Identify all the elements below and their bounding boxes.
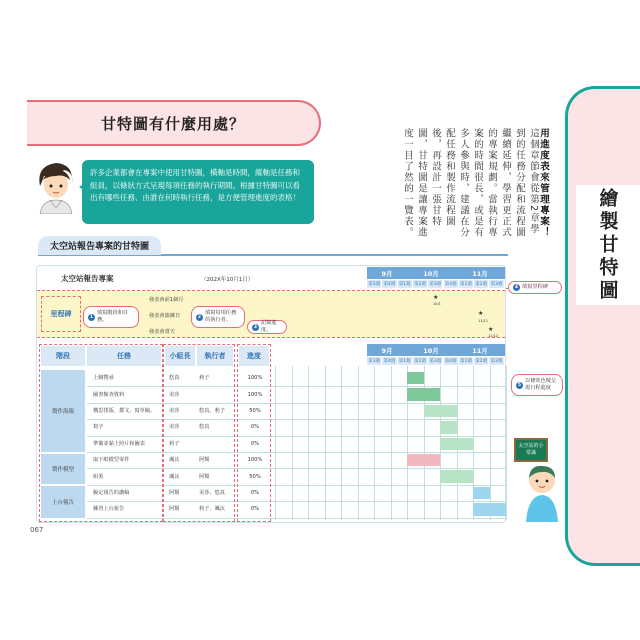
milestone-date: 11/11 <box>478 319 489 323</box>
column-heading: 用進度表來管理專案！ <box>538 128 549 238</box>
assignee-box <box>163 344 235 522</box>
progress-box <box>237 344 271 522</box>
milestone-date: 10/1 <box>433 302 441 306</box>
doer-cell: 悠真 <box>199 424 210 431</box>
gantt-bar <box>473 503 506 515</box>
month-header: 9月 <box>367 267 407 279</box>
leader-cell: 颯汰 <box>169 457 180 464</box>
gantt-bar <box>440 470 473 482</box>
progress-cell: 100% <box>247 391 263 398</box>
phase-cell: 製作模型 <box>41 454 85 484</box>
grid-line <box>275 366 276 520</box>
grid-line <box>341 366 342 520</box>
leader-cell: 阿類 <box>169 489 180 496</box>
speech-bubble: 許多企業都會在專案中使用甘特圖，橫軸是時間，縱軸是任務和組員，以條狀方式呈現每項任務的執行期間。根據甘特圖可以看出有哪些任務、由誰在何時執行任務，是方便管理進度的表格！ <box>82 160 314 224</box>
milestone-star-icon: ★ <box>478 310 484 317</box>
month-header: 10月 <box>407 344 455 356</box>
milestone-date: 11/12 <box>488 334 499 338</box>
month-header: 11月 <box>455 267 505 279</box>
milestone-label: 里程碑 <box>41 296 81 332</box>
grid-line <box>325 366 326 520</box>
doer-cell: 阿類 <box>199 457 210 464</box>
week-header: 第3週 <box>429 359 442 364</box>
section-label: 太空站報告專案的甘特圖 <box>38 236 161 255</box>
column-header: 進度 <box>239 346 269 366</box>
info-sign: 太空站的小常識 <box>514 438 548 462</box>
date-note: （202X年10月1日） <box>201 277 254 283</box>
task-cell: 取下紙模型零件 <box>93 457 130 464</box>
doer-cell: 莉子、颯汰 <box>199 506 225 513</box>
week-header: 第3週 <box>429 282 442 287</box>
note-phase-task: 1 填寫階段和任務。 <box>83 306 139 328</box>
leader-cell: 莉子 <box>169 440 180 447</box>
column-header: 階段 <box>41 346 85 366</box>
progress-cell: 100% <box>247 375 263 382</box>
task-cell: 圖書館查資料 <box>93 391 125 398</box>
grid-line <box>358 366 359 520</box>
page-number: 067 <box>30 526 44 534</box>
gantt-bar <box>440 438 473 450</box>
doer-cell: 悠真、莉子 <box>199 407 225 414</box>
note-connector <box>506 288 508 289</box>
grid-line <box>391 366 392 520</box>
doer-cell: 阿類 <box>199 473 210 480</box>
month-header: 11月 <box>455 344 505 356</box>
phase-task-box <box>39 344 163 522</box>
gantt-bar <box>407 372 424 384</box>
note-progress: 3 記錄進度。 <box>247 320 287 334</box>
gantt-chart <box>36 265 506 523</box>
week-header: 第1週 <box>398 282 411 287</box>
doer-cell: 美莎、悠真 <box>199 489 225 496</box>
month-header: 9月 <box>367 344 407 356</box>
week-header: 第1週 <box>460 359 472 364</box>
column-header: 任務 <box>87 346 161 366</box>
task-cell: 寫字 <box>93 424 104 431</box>
progress-cell: 0% <box>250 424 260 431</box>
side-tab <box>565 86 640 566</box>
grid-line <box>490 366 491 520</box>
week-header: 第4週 <box>383 282 396 287</box>
section-header <box>38 237 508 256</box>
grid-line <box>308 366 309 520</box>
leader-cell: 美莎 <box>169 424 180 431</box>
note-milestone: 4 填寫里程碑 <box>508 281 562 294</box>
milestone-star-icon: ★ <box>488 326 494 333</box>
week-header: 第2週 <box>414 359 426 364</box>
week-header: 第3週 <box>368 282 381 287</box>
note-bars: 5 以條狀色塊呈現日程進度 <box>511 374 563 396</box>
leader-cell: 悠真 <box>169 375 180 382</box>
task-cell: 構思排版、撰文、寫草稿。 <box>93 407 156 414</box>
column-header: 小組長 <box>165 346 195 366</box>
week-header: 第4週 <box>444 359 457 364</box>
week-header: 第4週 <box>383 359 396 364</box>
gantt-bar <box>440 421 457 433</box>
week-header: 第3週 <box>490 359 503 364</box>
week-header: 第4週 <box>444 282 457 287</box>
week-header: 第1週 <box>398 359 411 364</box>
project-name: 太空站報告專案 <box>61 274 114 283</box>
grid-line <box>506 366 507 520</box>
milestone-item: 發表會演練日 <box>149 313 181 319</box>
milestone-item: 發表會前1個月 <box>149 297 184 303</box>
column-body: 這個章節會從第2章學到的任務分配和流程圖繼續延伸，學習更正式的專案規劃。當執行專案的時間很長，或是有多人參與時，建議在分配任務和製作流程圖後，再設計一張甘特圖，甘特圖是讓專案進度一目了然的一覽表。 <box>402 128 539 238</box>
grid-line <box>292 366 293 520</box>
task-cell: 準備並黏上照片和圖表 <box>93 440 145 447</box>
phase-cell: 製作海報 <box>41 370 85 452</box>
side-title-box <box>576 185 640 305</box>
progress-cell: 0% <box>250 506 260 513</box>
gantt-bar <box>473 487 490 499</box>
leader-cell: 美莎 <box>169 391 180 398</box>
week-header: 第2週 <box>414 282 426 287</box>
gantt-bar <box>424 405 457 417</box>
milestone-item: 發表會當天 <box>149 329 175 335</box>
side-title: 繪製甘特圖 <box>596 187 619 303</box>
task-cell: 上網搜尋 <box>93 375 114 382</box>
week-header: 第1週 <box>460 282 472 287</box>
page-title: 甘特圖有什麼用處？ <box>27 100 321 146</box>
leader-cell: 颯汰 <box>169 473 180 480</box>
grid-line <box>374 366 375 520</box>
phase-cell: 上台報告 <box>41 486 85 518</box>
task-cell: 練習上台報告 <box>93 506 125 513</box>
progress-cell: 0% <box>250 440 260 447</box>
progress-cell: 50% <box>249 407 261 414</box>
progress-cell: 0% <box>250 489 260 496</box>
month-header: 10月 <box>407 267 455 279</box>
week-header: 第3週 <box>368 359 381 364</box>
task-cell: 組裝 <box>93 473 104 480</box>
progress-cell: 50% <box>249 473 261 480</box>
gantt-bar <box>407 388 440 400</box>
note-assignee: 2 填寫每項任務的執行者。 <box>191 306 245 328</box>
week-header: 第2週 <box>475 359 488 364</box>
column-header: 執行者 <box>197 346 233 366</box>
week-header: 第3週 <box>490 282 503 287</box>
avatar <box>34 158 78 214</box>
task-cell: 擬定報告的講稿 <box>93 489 130 496</box>
doer-cell: 莉子 <box>199 375 210 382</box>
progress-cell: 100% <box>247 457 263 464</box>
child-illustration <box>520 462 564 522</box>
gantt-bar <box>407 454 440 466</box>
week-header: 第2週 <box>475 282 488 287</box>
leader-cell: 阿類 <box>169 506 180 513</box>
milestone-star-icon: ★ <box>433 294 439 301</box>
leader-cell: 美莎 <box>169 407 180 414</box>
